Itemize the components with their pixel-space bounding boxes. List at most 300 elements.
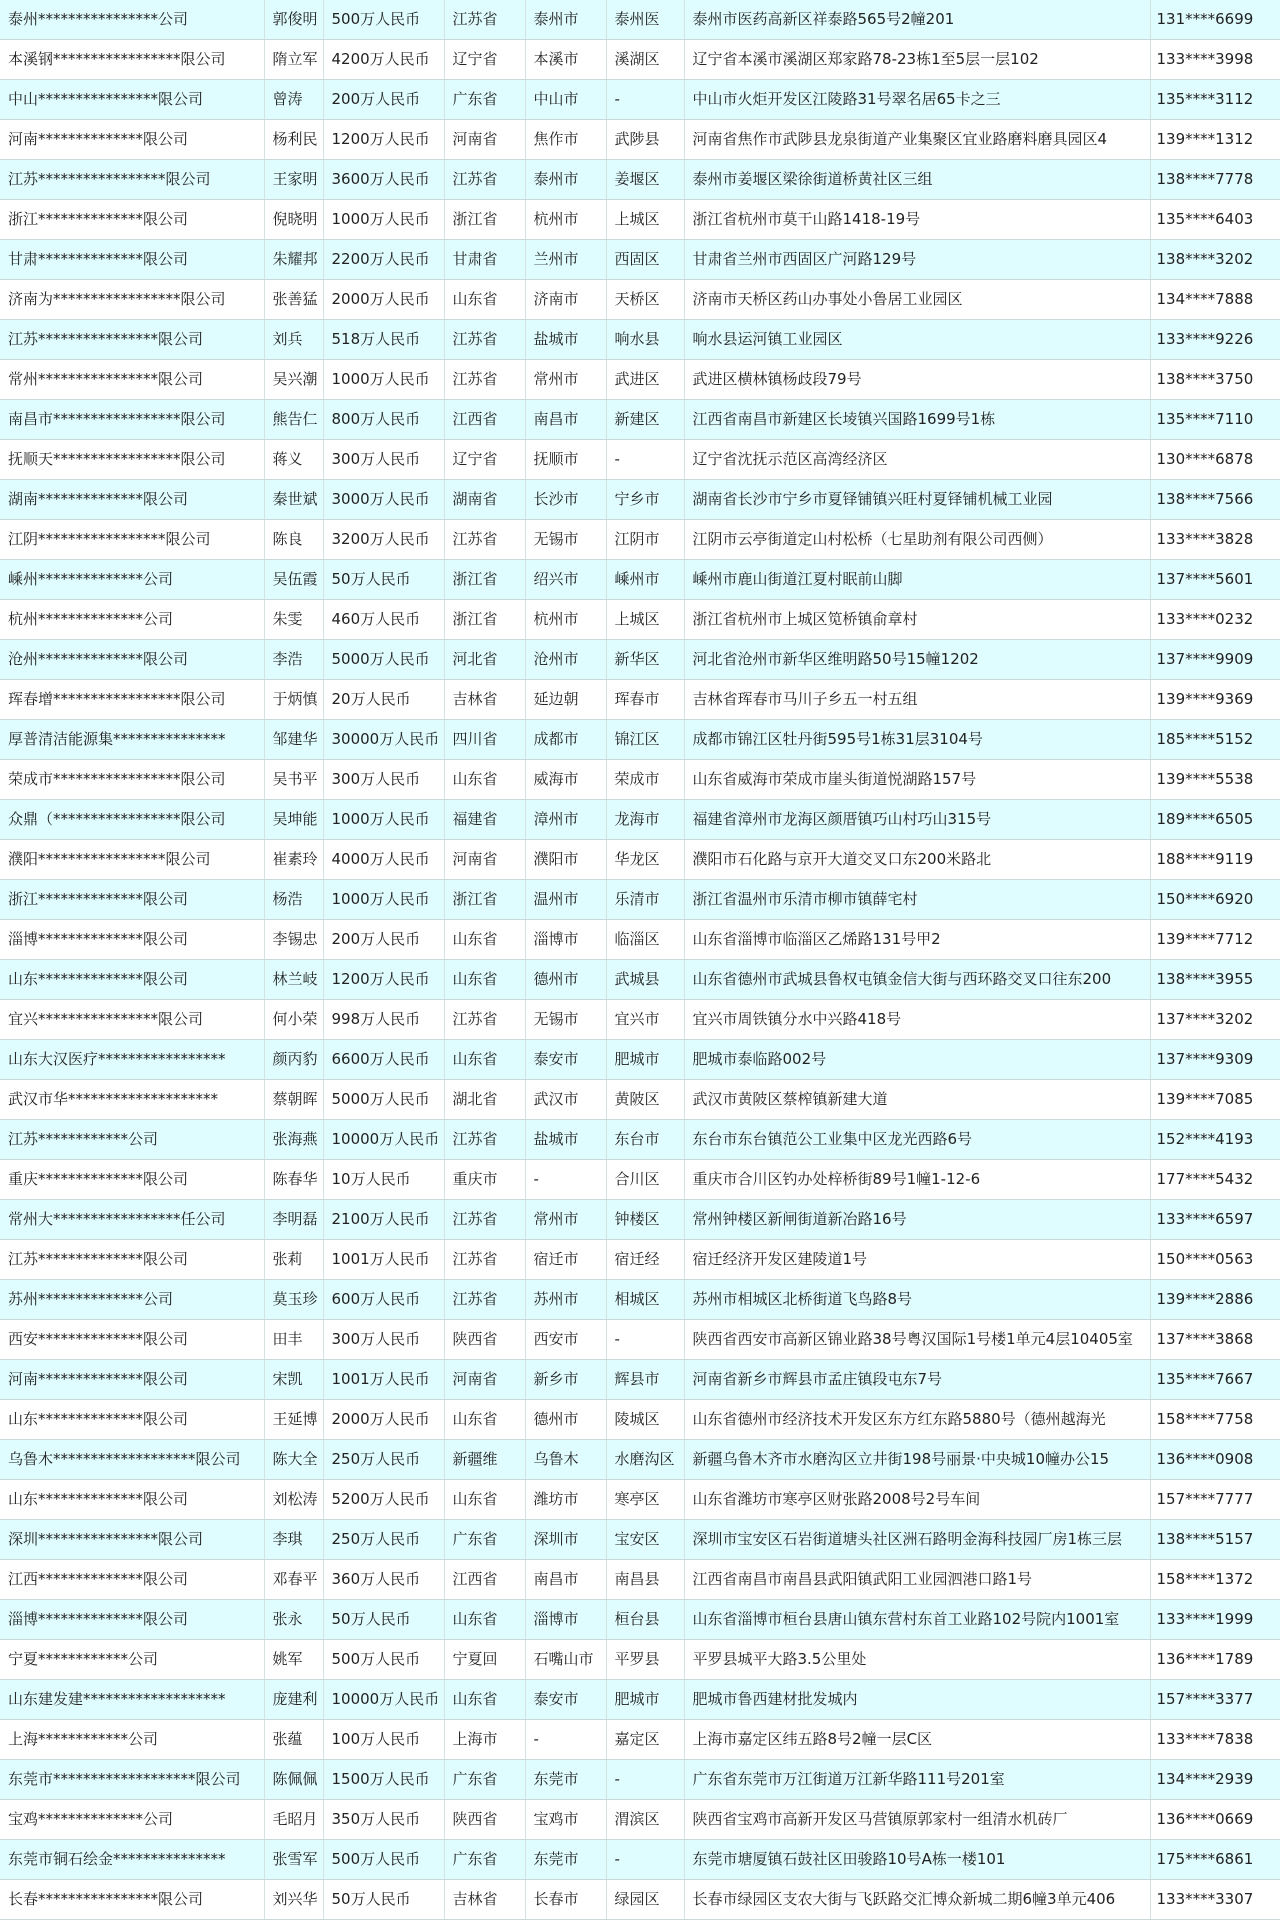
city-cell: 中山市 [525,80,606,120]
legal-rep-cell: 秦世斌 [264,480,323,520]
phone-cell: 135****6403 [1150,200,1280,240]
address-cell: 泰州市姜堰区梁徐街道桥黄社区三组 [684,160,1150,200]
legal-rep-cell: 张海燕 [264,1120,323,1160]
company-name-cell: 中山****************限公司 [0,80,264,120]
legal-rep-cell: 颜丙豹 [264,1040,323,1080]
table-row [0,680,1280,720]
registered-capital-cell: 50万人民币 [323,1600,444,1640]
table-row [0,80,1280,120]
legal-rep-cell: 李琪 [264,1520,323,1560]
city-cell: 济南市 [525,280,606,320]
province-cell: 吉林省 [444,1880,525,1920]
registered-capital-cell: 300万人民币 [323,760,444,800]
company-name-cell: 常州大*****************任公司 [0,1200,264,1240]
legal-rep-cell: 吴坤能 [264,800,323,840]
district-cell: 武城县 [606,960,684,1000]
legal-rep-cell: 毛昭月 [264,1800,323,1840]
district-cell: 钟楼区 [606,1200,684,1240]
district-cell: 新建区 [606,400,684,440]
phone-cell: 137****3868 [1150,1320,1280,1360]
district-cell: 西固区 [606,240,684,280]
address-cell: 常州钟楼区新闸街道新冶路16号 [684,1200,1150,1240]
phone-cell: 138****3955 [1150,960,1280,1000]
city-cell: 常州市 [525,360,606,400]
table-row [0,240,1280,280]
province-cell: 江苏省 [444,1240,525,1280]
city-cell: 宿迁市 [525,1240,606,1280]
district-cell: 陵城区 [606,1400,684,1440]
city-cell: 东莞市 [525,1840,606,1880]
address-cell: 浙江省温州市乐清市柳市镇薛宅村 [684,880,1150,920]
address-cell: 浙江省杭州市上城区笕桥镇俞章村 [684,600,1150,640]
table-row [0,320,1280,360]
province-cell: 江苏省 [444,360,525,400]
phone-cell: 133****3828 [1150,520,1280,560]
phone-cell: 131****6699 [1150,0,1280,40]
city-cell: 本溪市 [525,40,606,80]
registered-capital-cell: 300万人民币 [323,440,444,480]
phone-cell: 135****7110 [1150,400,1280,440]
legal-rep-cell: 崔素玲 [264,840,323,880]
city-cell: 焦作市 [525,120,606,160]
address-cell: 陕西省宝鸡市高新开发区马营镇原郭家村一组清水机砖厂 [684,1800,1150,1840]
table-row [0,560,1280,600]
table-row [0,1240,1280,1280]
table-row [0,1560,1280,1600]
city-cell: 盐城市 [525,1120,606,1160]
registered-capital-cell: 200万人民币 [323,920,444,960]
province-cell: 江西省 [444,400,525,440]
province-cell: 甘肃省 [444,240,525,280]
address-cell: 山东省德州市经济技术开发区东方红东路5880号（德州越海光 [684,1400,1150,1440]
city-cell: 泰州市 [525,160,606,200]
registered-capital-cell: 500万人民币 [323,0,444,40]
phone-cell: 134****2939 [1150,1760,1280,1800]
legal-rep-cell: 陈大全 [264,1440,323,1480]
province-cell: 福建省 [444,800,525,840]
registered-capital-cell: 500万人民币 [323,1840,444,1880]
table-row [0,0,1280,40]
legal-rep-cell: 李浩 [264,640,323,680]
registered-capital-cell: 2100万人民币 [323,1200,444,1240]
registered-capital-cell: 1200万人民币 [323,960,444,1000]
table-row [0,1680,1280,1720]
district-cell: 绿园区 [606,1880,684,1920]
registered-capital-cell: 518万人民币 [323,320,444,360]
address-cell: 成都市锦江区牡丹街595号1栋31层3104号 [684,720,1150,760]
company-name-cell: 南昌市*****************限公司 [0,400,264,440]
province-cell: 广东省 [444,1760,525,1800]
address-cell: 响水县运河镇工业园区 [684,320,1150,360]
company-name-cell: 山东**************限公司 [0,960,264,1000]
phone-cell: 135****3112 [1150,80,1280,120]
registered-capital-cell: 30000万人民币 [323,720,444,760]
address-cell: 吉林省珲春市马川子乡五一村五组 [684,680,1150,720]
registered-capital-cell: 1000万人民币 [323,200,444,240]
table-row [0,840,1280,880]
company-name-cell: 上海************公司 [0,1720,264,1760]
address-cell: 甘肃省兰州市西固区广河路129号 [684,240,1150,280]
district-cell: 南昌县 [606,1560,684,1600]
district-cell: 临淄区 [606,920,684,960]
registered-capital-cell: 50万人民币 [323,1880,444,1920]
address-cell: 中山市火炬开发区江陵路31号翠名居65卡之三 [684,80,1150,120]
table-row [0,1360,1280,1400]
address-cell: 宿迁经济开发区建陵道1号 [684,1240,1150,1280]
city-cell: 成都市 [525,720,606,760]
city-cell: 南昌市 [525,1560,606,1600]
district-cell: 嵊州市 [606,560,684,600]
province-cell: 湖南省 [444,480,525,520]
address-cell: 泰州市医药高新区祥泰路565号2幢201 [684,0,1150,40]
table-row [0,760,1280,800]
address-cell: 东莞市塘厦镇石鼓社区田骏路10号A栋一楼101 [684,1840,1150,1880]
province-cell: 河南省 [444,120,525,160]
company-name-cell: 长春****************限公司 [0,1880,264,1920]
city-cell: 泰州市 [525,0,606,40]
legal-rep-cell: 张莉 [264,1240,323,1280]
city-cell: 威海市 [525,760,606,800]
phone-cell: 152****4193 [1150,1120,1280,1160]
legal-rep-cell: 刘兴华 [264,1880,323,1920]
legal-rep-cell: 张雪军 [264,1840,323,1880]
table-row [0,400,1280,440]
phone-cell: 137****5601 [1150,560,1280,600]
company-name-cell: 河南**************限公司 [0,120,264,160]
legal-rep-cell: 刘兵 [264,320,323,360]
address-cell: 陕西省西安市高新区锦业路38号粤汉国际1号楼1单元4层10405室 [684,1320,1150,1360]
phone-cell: 133****6597 [1150,1200,1280,1240]
registered-capital-cell: 1500万人民币 [323,1760,444,1800]
province-cell: 山东省 [444,280,525,320]
city-cell: 苏州市 [525,1280,606,1320]
legal-rep-cell: 倪晓明 [264,200,323,240]
registered-capital-cell: 2000万人民币 [323,280,444,320]
district-cell: - [606,1840,684,1880]
address-cell: 深圳市宝安区石岩街道塘头社区洲石路明金海科技园厂房1栋三层 [684,1520,1150,1560]
registered-capital-cell: 50万人民币 [323,560,444,600]
city-cell: 绍兴市 [525,560,606,600]
city-cell: 新乡市 [525,1360,606,1400]
table-row [0,1120,1280,1160]
address-cell: 宜兴市周铁镇分水中兴路418号 [684,1000,1150,1040]
phone-cell: 188****9119 [1150,840,1280,880]
company-name-cell: 山东**************限公司 [0,1400,264,1440]
city-cell: 泰安市 [525,1680,606,1720]
province-cell: 浙江省 [444,600,525,640]
registered-capital-cell: 20万人民币 [323,680,444,720]
address-cell: 河南省焦作市武陟县龙泉街道产业集聚区宜业路磨料磨具园区4 [684,120,1150,160]
province-cell: 浙江省 [444,200,525,240]
table-row [0,1440,1280,1480]
address-cell: 山东省威海市荣成市崖头街道悦湖路157号 [684,760,1150,800]
district-cell: 桓台县 [606,1600,684,1640]
phone-cell: 133****9226 [1150,320,1280,360]
table-row [0,640,1280,680]
registered-capital-cell: 10万人民币 [323,1160,444,1200]
address-cell: 辽宁省沈抚示范区高湾经济区 [684,440,1150,480]
registered-capital-cell: 2000万人民币 [323,1400,444,1440]
table-row [0,520,1280,560]
legal-rep-cell: 邹建华 [264,720,323,760]
phone-cell: 136****0669 [1150,1800,1280,1840]
legal-rep-cell: 郭俊明 [264,0,323,40]
company-name-cell: 濮阳*****************限公司 [0,840,264,880]
district-cell: 肥城市 [606,1040,684,1080]
company-name-cell: 江西**************限公司 [0,1560,264,1600]
city-cell: 兰州市 [525,240,606,280]
company-name-cell: 众鼎（*****************限公司 [0,800,264,840]
district-cell: - [606,1320,684,1360]
city-cell: 濮阳市 [525,840,606,880]
province-cell: 吉林省 [444,680,525,720]
table-row [0,200,1280,240]
phone-cell: 138****3202 [1150,240,1280,280]
company-name-cell: 厚普清洁能源集*************** [0,720,264,760]
table-row [0,120,1280,160]
legal-rep-cell: 陈佩佩 [264,1760,323,1800]
company-name-cell: 山东大汉医疗***************** [0,1040,264,1080]
registered-capital-cell: 250万人民币 [323,1440,444,1480]
city-cell: 延边朝 [525,680,606,720]
address-cell: 东台市东台镇范公工业集中区龙光西路6号 [684,1120,1150,1160]
table-row [0,1520,1280,1560]
address-cell: 平罗县城平大路3.5公里处 [684,1640,1150,1680]
city-cell: 沧州市 [525,640,606,680]
company-name-cell: 江苏************公司 [0,1120,264,1160]
district-cell: 龙海市 [606,800,684,840]
province-cell: 山东省 [444,1040,525,1080]
address-cell: 濮阳市石化路与京开大道交叉口东200米路北 [684,840,1150,880]
phone-cell: 136****1789 [1150,1640,1280,1680]
phone-cell: 157****7777 [1150,1480,1280,1520]
district-cell: 平罗县 [606,1640,684,1680]
district-cell: 荣成市 [606,760,684,800]
company-name-cell: 浙江**************限公司 [0,880,264,920]
phone-cell: 133****0232 [1150,600,1280,640]
company-name-cell: 乌鲁木*******************限公司 [0,1440,264,1480]
address-cell: 山东省淄博市临淄区乙烯路131号甲2 [684,920,1150,960]
table-row [0,1400,1280,1440]
company-name-cell: 深圳****************限公司 [0,1520,264,1560]
phone-cell: 134****7888 [1150,280,1280,320]
province-cell: 江苏省 [444,0,525,40]
address-cell: 重庆市合川区钓办处梓桥街89号1幢1-12-6 [684,1160,1150,1200]
province-cell: 河北省 [444,640,525,680]
province-cell: 江西省 [444,1560,525,1600]
district-cell: 上城区 [606,600,684,640]
table-row [0,440,1280,480]
district-cell: 宿迁经 [606,1240,684,1280]
province-cell: 江苏省 [444,1000,525,1040]
district-cell: 姜堰区 [606,160,684,200]
company-name-cell: 东莞市*******************限公司 [0,1760,264,1800]
registered-capital-cell: 100万人民币 [323,1720,444,1760]
company-name-cell: 荣成市*****************限公司 [0,760,264,800]
address-cell: 浙江省杭州市莫干山路1418-19号 [684,200,1150,240]
district-cell: 响水县 [606,320,684,360]
company-name-cell: 杭州**************公司 [0,600,264,640]
address-cell: 河北省沧州市新华区维明路50号15幢1202 [684,640,1150,680]
phone-cell: 139****5538 [1150,760,1280,800]
city-cell: 抚顺市 [525,440,606,480]
city-cell: 漳州市 [525,800,606,840]
city-cell: 盐城市 [525,320,606,360]
registered-capital-cell: 5000万人民币 [323,1080,444,1120]
district-cell: 新华区 [606,640,684,680]
province-cell: 山东省 [444,1600,525,1640]
city-cell: - [525,1720,606,1760]
registered-capital-cell: 300万人民币 [323,1320,444,1360]
table-row [0,360,1280,400]
legal-rep-cell: 曾涛 [264,80,323,120]
district-cell: - [606,1760,684,1800]
city-cell: 淄博市 [525,1600,606,1640]
table-row [0,1160,1280,1200]
district-cell: 华龙区 [606,840,684,880]
district-cell: 渭滨区 [606,1800,684,1840]
legal-rep-cell: 王家明 [264,160,323,200]
province-cell: 山东省 [444,1480,525,1520]
table-row [0,280,1280,320]
address-cell: 辽宁省本溪市溪湖区郑家路78-23栋1至5层一层102 [684,40,1150,80]
district-cell: 乐清市 [606,880,684,920]
province-cell: 陕西省 [444,1800,525,1840]
district-cell: 辉县市 [606,1360,684,1400]
table-row [0,1880,1280,1920]
phone-cell: 139****1312 [1150,120,1280,160]
table-row [0,1800,1280,1840]
address-cell: 新疆乌鲁木齐市水磨沟区立井街198号丽景·中央城10幢办公15 [684,1440,1150,1480]
phone-cell: 138****3750 [1150,360,1280,400]
legal-rep-cell: 杨浩 [264,880,323,920]
phone-cell: 138****7566 [1150,480,1280,520]
address-cell: 肥城市鲁西建材批发城内 [684,1680,1150,1720]
company-name-cell: 山东**************限公司 [0,1480,264,1520]
company-name-cell: 江苏*****************限公司 [0,160,264,200]
table-row [0,480,1280,520]
table-row [0,960,1280,1000]
province-cell: 江苏省 [444,160,525,200]
table-row [0,1000,1280,1040]
city-cell: 温州市 [525,880,606,920]
province-cell: 陕西省 [444,1320,525,1360]
company-name-cell: 山东建发建******************* [0,1680,264,1720]
legal-rep-cell: 王延博 [264,1400,323,1440]
phone-cell: 138****5157 [1150,1520,1280,1560]
registered-capital-cell: 3000万人民币 [323,480,444,520]
address-cell: 长春市绿园区支农大街与飞跃路交汇博众新城二期6幢3单元406 [684,1880,1150,1920]
city-cell: 杭州市 [525,600,606,640]
phone-cell: 185****5152 [1150,720,1280,760]
province-cell: 湖北省 [444,1080,525,1120]
address-cell: 广东省东莞市万江街道万江新华路111号201室 [684,1760,1150,1800]
district-cell: - [606,440,684,480]
legal-rep-cell: 邓春平 [264,1560,323,1600]
district-cell: 宁乡市 [606,480,684,520]
phone-cell: 150****6920 [1150,880,1280,920]
table-row [0,1840,1280,1880]
district-cell: 宝安区 [606,1520,684,1560]
registered-capital-cell: 500万人民币 [323,1640,444,1680]
legal-rep-cell: 朱耀邦 [264,240,323,280]
address-cell: 嵊州市鹿山街道江夏村眠前山脚 [684,560,1150,600]
province-cell: 江苏省 [444,520,525,560]
company-name-cell: 沧州**************限公司 [0,640,264,680]
table-row [0,40,1280,80]
registered-capital-cell: 4200万人民币 [323,40,444,80]
legal-rep-cell: 吴伍霞 [264,560,323,600]
legal-rep-cell: 何小荣 [264,1000,323,1040]
table-row [0,1280,1280,1320]
city-cell: 泰安市 [525,1040,606,1080]
legal-rep-cell: 刘松涛 [264,1480,323,1520]
company-name-cell: 抚顺天*****************限公司 [0,440,264,480]
registered-capital-cell: 1000万人民币 [323,360,444,400]
province-cell: 辽宁省 [444,40,525,80]
table-row [0,1040,1280,1080]
district-cell: 肥城市 [606,1680,684,1720]
city-cell: 淄博市 [525,920,606,960]
registered-capital-cell: 5200万人民币 [323,1480,444,1520]
registered-capital-cell: 200万人民币 [323,80,444,120]
city-cell: 长春市 [525,1880,606,1920]
phone-cell: 139****9369 [1150,680,1280,720]
province-cell: 浙江省 [444,880,525,920]
city-cell: 长沙市 [525,480,606,520]
district-cell: 锦江区 [606,720,684,760]
company-name-cell: 泰州****************公司 [0,0,264,40]
phone-cell: 189****6505 [1150,800,1280,840]
city-cell: 无锡市 [525,520,606,560]
city-cell: 南昌市 [525,400,606,440]
registered-capital-cell: 6600万人民币 [323,1040,444,1080]
address-cell: 武汉市黄陂区蔡榨镇新建大道 [684,1080,1150,1120]
registered-capital-cell: 350万人民币 [323,1800,444,1840]
district-cell: 珲春市 [606,680,684,720]
registered-capital-cell: 10000万人民币 [323,1680,444,1720]
company-name-cell: 珲春增*****************限公司 [0,680,264,720]
phone-cell: 150****0563 [1150,1240,1280,1280]
province-cell: 山东省 [444,1680,525,1720]
phone-cell: 177****5432 [1150,1160,1280,1200]
table-row [0,160,1280,200]
phone-cell: 158****1372 [1150,1560,1280,1600]
address-cell: 江西省南昌市新建区长堎镇兴国路1699号1栋 [684,400,1150,440]
table-row [0,1640,1280,1680]
phone-cell: 137****3202 [1150,1000,1280,1040]
province-cell: 重庆市 [444,1160,525,1200]
phone-cell: 137****9309 [1150,1040,1280,1080]
company-name-cell: 西安**************限公司 [0,1320,264,1360]
phone-cell: 157****3377 [1150,1680,1280,1720]
table-row [0,720,1280,760]
district-cell: 武进区 [606,360,684,400]
province-cell: 上海市 [444,1720,525,1760]
registered-capital-cell: 10000万人民币 [323,1120,444,1160]
district-cell: - [606,80,684,120]
table-row [0,800,1280,840]
registered-capital-cell: 1001万人民币 [323,1240,444,1280]
table-row [0,920,1280,960]
address-cell: 河南省新乡市辉县市孟庄镇段屯东7号 [684,1360,1150,1400]
district-cell: 相城区 [606,1280,684,1320]
address-cell: 福建省漳州市龙海区颜厝镇巧山村巧山315号 [684,800,1150,840]
legal-rep-cell: 熊告仁 [264,400,323,440]
district-cell: 泰州医 [606,0,684,40]
company-name-cell: 江苏****************限公司 [0,320,264,360]
registered-capital-cell: 3200万人民币 [323,520,444,560]
